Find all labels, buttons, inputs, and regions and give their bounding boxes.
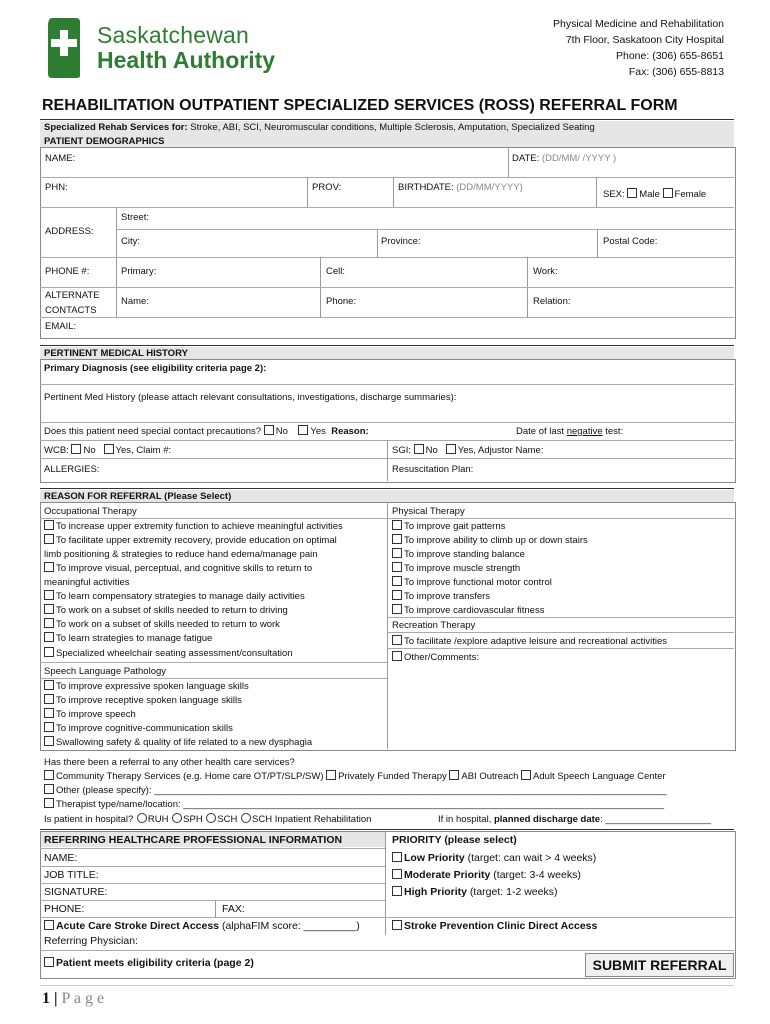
cell-phone-field[interactable]: Cell: <box>326 266 346 277</box>
ot-checkbox[interactable] <box>44 604 54 614</box>
slp-item: To improve expressive spoken language skills <box>44 680 249 693</box>
ot-item: Specialized wheelchair seating assessment/consultation <box>44 647 293 660</box>
birthdate-field[interactable]: BIRTHDATE: (DD/MM/YYYY) <box>398 182 523 193</box>
ot-checkbox[interactable] <box>44 520 54 530</box>
med-history-field[interactable]: Pertinent Med History (please attach relevant consultations, investigations, discharge summaries): <box>44 392 457 403</box>
referring-heading: REFERRING HEALTHCARE PROFESSIONAL INFORMATION <box>44 834 343 846</box>
slp-checkbox[interactable] <box>44 680 54 690</box>
slp-heading: Speech Language Pathology <box>44 666 167 677</box>
slp-checkbox[interactable] <box>44 708 54 718</box>
ot-checkbox[interactable] <box>44 590 54 600</box>
slp-checkbox[interactable] <box>44 736 54 746</box>
rec-checkbox[interactable] <box>392 635 402 645</box>
form-title: REHABILITATION OUTPATIENT SPECIALIZED SERVICES (ROSS) REFERRAL FORM <box>42 97 678 114</box>
slp-item: To improve speech <box>44 708 136 721</box>
pt-checkbox[interactable] <box>392 604 402 614</box>
city-field[interactable]: City: <box>121 236 140 247</box>
sph-radio[interactable] <box>172 813 182 823</box>
alternate-contacts-label: ALTERNATE CONTACTS <box>45 290 100 316</box>
other-specify-checkbox[interactable] <box>44 784 54 794</box>
female-checkbox[interactable] <box>663 188 673 198</box>
discharge-date-field[interactable]: If in hospital, planned discharge date: ____________________ <box>438 814 712 825</box>
ot-heading: Occupational Therapy <box>44 506 137 517</box>
therapist-checkbox[interactable] <box>44 798 54 808</box>
pt-item: To improve gait patterns <box>392 520 505 533</box>
eligibility-option: Patient meets eligibility criteria (page 2) <box>44 957 254 970</box>
medical-history-section <box>40 359 736 483</box>
wcb-row: WCB: No Yes, Claim #: <box>44 445 172 456</box>
ot-checkbox[interactable] <box>44 562 54 572</box>
pt-checkbox[interactable] <box>392 520 402 530</box>
ref-fax-field[interactable]: FAX: <box>222 903 245 915</box>
slp-checkbox[interactable] <box>44 694 54 704</box>
acute-stroke-checkbox[interactable] <box>44 920 54 930</box>
pt-checkbox[interactable] <box>392 590 402 600</box>
primary-diagnosis-field[interactable]: Primary Diagnosis (see eligibility criteria page 2): <box>44 363 267 374</box>
other-services-question: Has there been a referral to any other health care services? <box>44 757 295 768</box>
sgi-yes-checkbox[interactable] <box>446 444 456 454</box>
resuscitation-plan-field[interactable]: Resuscitation Plan: <box>392 464 474 475</box>
phone-label: PHONE #: <box>45 266 90 277</box>
slp-checkbox[interactable] <box>44 722 54 732</box>
pt-checkbox[interactable] <box>392 576 402 586</box>
phn-field[interactable]: PHN: <box>45 182 68 193</box>
sex-field: SEX: Male Female <box>603 189 707 200</box>
ot-item: To work on a subset of skills needed to return to work <box>44 618 280 631</box>
ot-checkbox[interactable] <box>44 632 54 642</box>
slp-item: To improve cognitive-communication skills <box>44 722 233 735</box>
slp-item: To improve receptive spoken language skills <box>44 694 242 707</box>
ruh-radio[interactable] <box>137 813 147 823</box>
address-label: ADDRESS: <box>45 226 94 237</box>
ot-item: To improve visual, perceptual, and cognitive skills to return to <box>44 562 312 575</box>
sch-inpatient-radio[interactable] <box>241 813 251 823</box>
ref-signature-field[interactable]: SIGNATURE: <box>44 886 108 898</box>
street-field[interactable]: Street: <box>121 212 149 223</box>
pt-checkbox[interactable] <box>392 562 402 572</box>
stroke-clinic-checkbox[interactable] <box>392 920 402 930</box>
low-priority-checkbox[interactable] <box>392 852 402 862</box>
clinic-address: Physical Medicine and Rehabilitation 7th Floor, Saskatoon City Hospital Phone: (306) 655-8651 Fax: (306) 655-8813 <box>552 18 724 78</box>
alt-contact-phone-field[interactable]: Phone: <box>326 296 357 307</box>
ot-item: To learn compensatory strategies to manage daily activities <box>44 590 305 603</box>
ot-item: To increase upper extremity function to achieve meaningful activities <box>44 520 343 533</box>
ot-item: To facilitate upper extremity recovery, provide education on optimal <box>44 534 337 547</box>
ot-checkbox[interactable] <box>44 647 54 657</box>
ref-phone-field[interactable]: PHONE: <box>44 903 85 915</box>
work-phone-field[interactable]: Work: <box>533 266 558 277</box>
province-field[interactable]: Province: <box>381 236 421 247</box>
male-checkbox[interactable] <box>627 188 637 198</box>
other-comments-checkbox[interactable] <box>392 651 402 661</box>
wcb-no-checkbox[interactable] <box>71 444 81 454</box>
sgi-no-checkbox[interactable] <box>414 444 424 454</box>
low-priority-option: Low Priority (target: can wait > 4 weeks) <box>392 852 596 865</box>
private-checkbox[interactable] <box>326 770 336 780</box>
in-hospital-row: Is patient in hospital? RUH SPH SCH SCH Inpatient Rehabilitation <box>44 814 372 825</box>
rec-heading: Recreation Therapy <box>392 620 476 631</box>
stroke-clinic-option: Stroke Prevention Clinic Direct Access <box>392 920 597 933</box>
pt-heading: Physical Therapy <box>392 506 465 517</box>
moderate-priority-checkbox[interactable] <box>392 869 402 879</box>
email-field[interactable]: EMAIL: <box>45 321 77 332</box>
ot-item-continuation: limb positioning & strategies to reduce hand edema/manage pain <box>44 549 318 560</box>
logo-wordmark-line2: Health Authority <box>97 47 276 73</box>
acute-stroke-option: Acute Care Stroke Direct Access (alphaFIM score: _________) <box>44 920 360 933</box>
adult-speech-checkbox[interactable] <box>521 770 531 780</box>
prov-field[interactable]: PROV: <box>312 182 342 193</box>
abi-checkbox[interactable] <box>449 770 459 780</box>
ot-checkbox[interactable] <box>44 534 54 544</box>
pt-item: To improve transfers <box>392 590 490 603</box>
pt-checkbox[interactable] <box>392 548 402 558</box>
wcb-yes-checkbox[interactable] <box>104 444 114 454</box>
page-footer: 1 | P a g e <box>42 990 105 1007</box>
alt-contact-relation-field[interactable]: Relation: <box>533 296 571 307</box>
patient-demographics-heading: PATIENT DEMOGRAPHICS <box>44 136 165 147</box>
alt-contact-name-field[interactable]: Name: <box>121 296 149 307</box>
primary-phone-field[interactable]: Primary: <box>121 266 157 277</box>
other-comments-field: Other/Comments: <box>392 651 479 664</box>
sgi-row: SGI: No Yes, Adjustor Name: <box>392 445 544 456</box>
reason-heading: REASON FOR REFERRAL (Please Select) <box>44 491 232 502</box>
pt-item: To improve functional motor control <box>392 576 552 589</box>
medical-history-heading: PERTINENT MEDICAL HISTORY <box>44 348 188 359</box>
eligibility-checkbox[interactable] <box>44 957 54 967</box>
postal-code-field[interactable]: Postal Code: <box>603 236 658 247</box>
contact-precautions-row: Does this patient need special contact precautions? No Yes Reason: <box>44 426 369 437</box>
ot-item-continuation: meaningful activities <box>44 577 130 588</box>
ot-item: To learn strategies to manage fatigue <box>44 632 212 645</box>
rec-item: To facilitate /explore adaptive leisure and recreational activities <box>392 635 667 648</box>
ot-item: To work on a subset of skills needed to return to driving <box>44 604 288 617</box>
pt-item: To improve muscle strength <box>392 562 520 575</box>
ref-name-field[interactable]: NAME: <box>44 852 78 864</box>
specialized-services-line: Specialized Rehab Services for: Stroke, ABI, SCI, Neuromuscular conditions, Multiple Sclerosis, Amputation, Specialized Seating <box>44 122 595 133</box>
other-services-row: Community Therapy Services (e.g. Home care OT/PT/SLP/SW) Privately Funded Therapy ABI Outreach Adult Speech Language Center <box>44 770 666 783</box>
high-priority-checkbox[interactable] <box>392 886 402 896</box>
precautions-yes-checkbox[interactable] <box>298 425 308 435</box>
referring-physician-field[interactable]: Referring Physician: <box>44 935 138 947</box>
high-priority-option: High Priority (target: 1-2 weeks) <box>392 886 557 899</box>
sha-logo-icon <box>46 16 82 80</box>
allergies-field[interactable]: ALLERGIES: <box>44 464 100 475</box>
ref-job-title-field[interactable]: JOB TITLE: <box>44 869 99 881</box>
moderate-priority-option: Moderate Priority (target: 3-4 weeks) <box>392 869 581 882</box>
slp-item: Swallowing safety & quality of life related to a new dysphagia <box>44 736 312 749</box>
sch-radio[interactable] <box>206 813 216 823</box>
pt-item: To improve cardiovascular fitness <box>392 604 544 617</box>
date-field[interactable]: DATE: (DD/MM/ /YYYY ) <box>512 153 617 164</box>
community-checkbox[interactable] <box>44 770 54 780</box>
submit-referral-button[interactable]: SUBMIT REFERRAL <box>585 953 734 977</box>
pt-checkbox[interactable] <box>392 534 402 544</box>
name-field[interactable]: NAME: <box>45 153 76 164</box>
pt-item: To improve ability to climb up or down stairs <box>392 534 588 547</box>
priority-heading: PRIORITY (please select) <box>392 834 517 846</box>
other-specify-field[interactable]: Other (please specify): _________________________________________________________________________________________________ <box>44 784 667 797</box>
last-negative-test-field[interactable]: Date of last negative test: <box>516 426 624 437</box>
therapist-field[interactable]: Therapist type/name/location: ___________________________________________________________________________________________ <box>44 798 664 811</box>
ot-checkbox[interactable] <box>44 618 54 628</box>
precautions-no-checkbox[interactable] <box>264 425 274 435</box>
pt-item: To improve standing balance <box>392 548 525 561</box>
logo-wordmark-line1: Saskatchewan <box>97 22 249 48</box>
